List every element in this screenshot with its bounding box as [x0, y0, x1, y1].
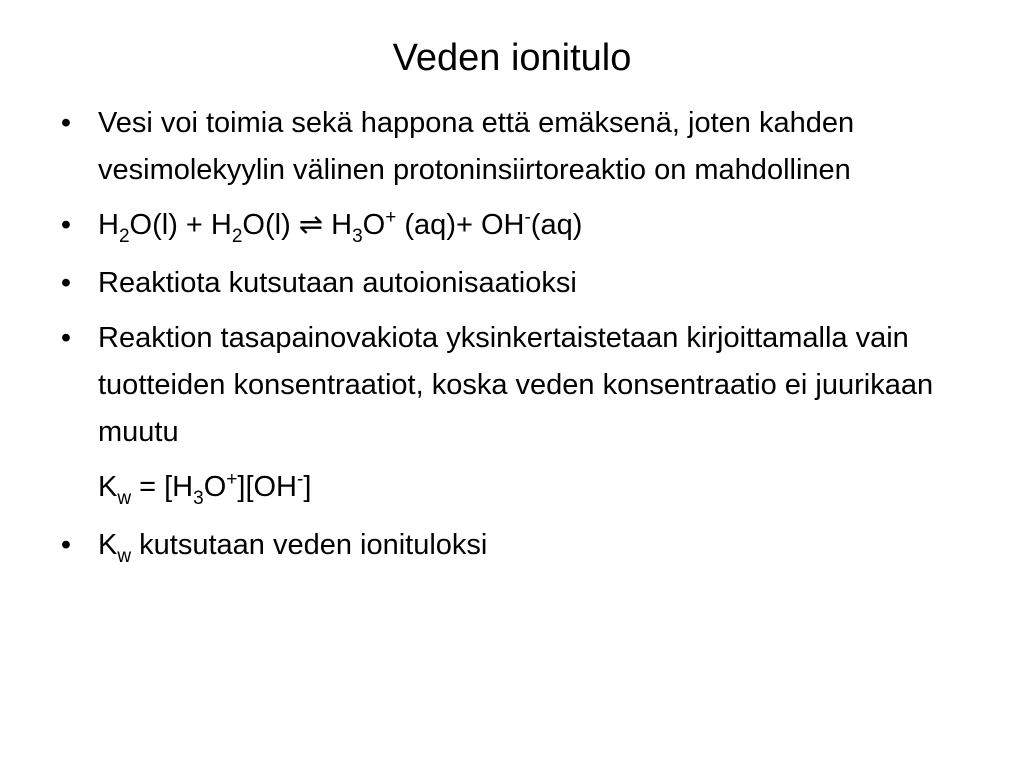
slide-content	[52, 100, 972, 580]
bullet-item-water-amphoteric	[52, 100, 972, 194]
kw-expression	[52, 464, 972, 514]
item-text: Reaktiota kutsutaan autoionisaatioksi	[98, 267, 577, 299]
bullet-icon: •	[60, 107, 72, 139]
bullet-item-equation	[52, 202, 972, 252]
bullet-item-ion-product	[52, 522, 972, 572]
slide-title: Veden ionitulo	[392, 37, 632, 79]
bullet-icon: •	[60, 209, 72, 241]
bullet-item-autoionization	[52, 260, 972, 307]
kw-equation: $K_w = [H_3O^+][OH^-]$	[98, 469, 312, 509]
equation: $H_2O(l) + H_2O(l)$ ⇌ $H_3O^+$ (aq)+ OH-(aq)	[98, 207, 583, 247]
bullet-icon: •	[60, 322, 72, 354]
item-text: Reaktion tasapainovakiota yksinkertaistetaan kirjoittamalla vain tuotteiden konsentraatiot, koska veden konsentraatio ei juurikaan muutu	[98, 322, 934, 448]
item-text: Vesi voi toimia sekä happona että emäksenä, joten kahden vesimolekyylin välinen protoninsiirtoreaktio on mahdollinen	[98, 107, 855, 186]
bullet-icon: •	[60, 529, 72, 561]
bullet-icon: •	[60, 267, 72, 299]
kw-text: $K_w$ kutsutaan veden ionituloksi	[98, 529, 488, 567]
bullet-item-equilibrium-constant	[52, 315, 972, 456]
